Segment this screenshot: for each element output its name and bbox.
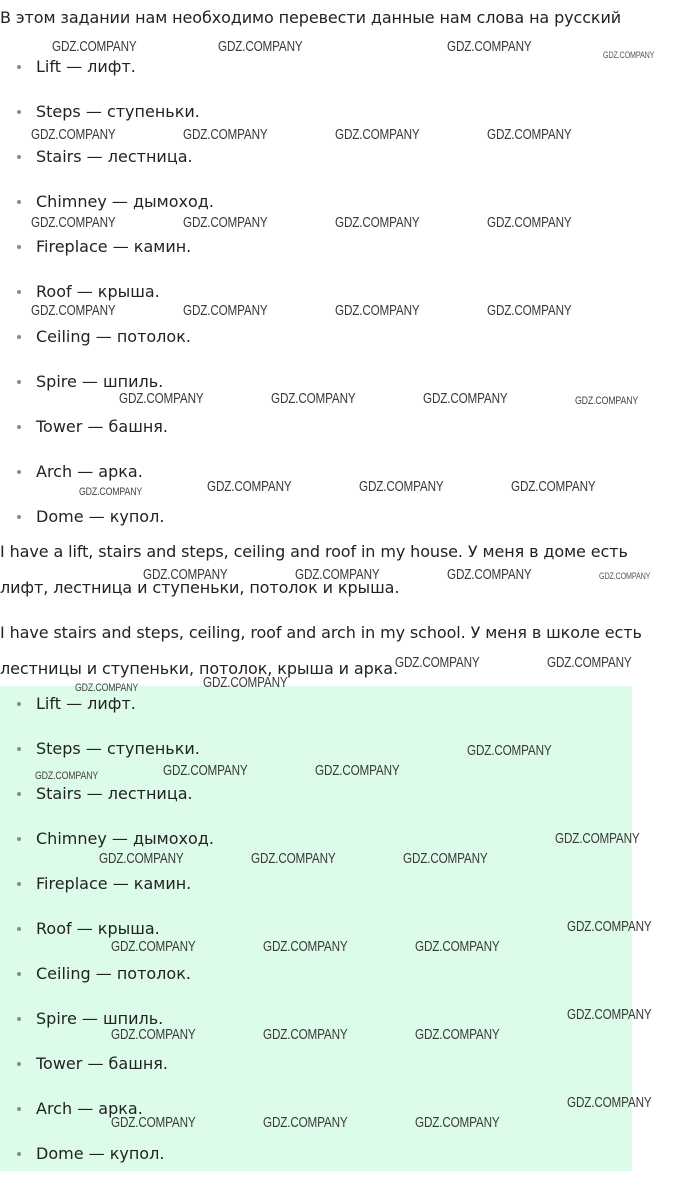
watermark: GDZ.COMPANY xyxy=(218,38,303,55)
watermark: GDZ.COMPANY xyxy=(395,654,480,671)
watermark: GDZ.COMPANY xyxy=(31,214,116,231)
bullet-icon xyxy=(17,1062,21,1066)
bullet-icon xyxy=(17,335,21,339)
list-item-text: Chimney — дымоход. xyxy=(36,829,214,848)
bullet-icon xyxy=(17,1017,21,1021)
watermark: GDZ.COMPANY xyxy=(599,571,651,581)
bullet-icon xyxy=(17,380,21,384)
watermark: GDZ.COMPANY xyxy=(547,654,632,671)
bullet-icon xyxy=(17,290,21,294)
watermark: GDZ.COMPANY xyxy=(79,486,143,498)
watermark: GDZ.COMPANY xyxy=(423,390,508,407)
bullet-icon xyxy=(17,792,21,796)
watermark: GDZ.COMPANY xyxy=(603,50,655,60)
list-item-text: Roof — крыша. xyxy=(36,282,160,301)
bullet-icon xyxy=(17,65,21,69)
watermark: GDZ.COMPANY xyxy=(487,302,572,319)
list-item-text: Tower — башня. xyxy=(36,1054,169,1073)
watermark: GDZ.COMPANY xyxy=(567,1006,652,1023)
bullet-icon xyxy=(17,515,21,519)
watermark: GDZ.COMPANY xyxy=(203,674,288,691)
list-item xyxy=(0,146,630,191)
bullet-icon xyxy=(17,110,21,114)
watermark: GDZ.COMPANY xyxy=(335,126,420,143)
bullet-icon xyxy=(17,927,21,931)
list-item xyxy=(0,56,630,101)
list-item-text: Spire — шпиль. xyxy=(36,372,164,391)
watermark: GDZ.COMPANY xyxy=(31,126,116,143)
list-item-text: Dome — купол. xyxy=(36,507,165,526)
watermark: GDZ.COMPANY xyxy=(567,1094,652,1111)
watermark: GDZ.COMPANY xyxy=(75,682,139,694)
watermark: GDZ.COMPANY xyxy=(359,478,444,495)
list-item-text: Lift — лифт. xyxy=(36,57,136,76)
list-item xyxy=(0,963,630,1008)
watermark: GDZ.COMPANY xyxy=(263,1114,348,1131)
bullet-icon xyxy=(17,837,21,841)
watermark: GDZ.COMPANY xyxy=(567,918,652,935)
watermark: GDZ.COMPANY xyxy=(487,214,572,231)
watermark: GDZ.COMPANY xyxy=(335,214,420,231)
bullet-icon xyxy=(17,245,21,249)
list-item-text: Fireplace — камин. xyxy=(36,874,192,893)
watermark: GDZ.COMPANY xyxy=(447,38,532,55)
watermark: GDZ.COMPANY xyxy=(415,938,500,955)
watermark: GDZ.COMPANY xyxy=(251,850,336,867)
list-item xyxy=(0,326,630,371)
watermark: GDZ.COMPANY xyxy=(99,850,184,867)
bullet-icon xyxy=(17,470,21,474)
watermark: GDZ.COMPANY xyxy=(207,478,292,495)
bullet-icon xyxy=(17,882,21,886)
list-item-text: Ceiling — потолок. xyxy=(36,327,191,346)
list-item-text: Chimney — дымоход. xyxy=(36,192,214,211)
list-item xyxy=(0,693,630,738)
bullet-icon xyxy=(17,747,21,751)
list-item-text: Lift — лифт. xyxy=(36,694,136,713)
list-item-text: Dome — купол. xyxy=(36,1144,165,1163)
watermark: GDZ.COMPANY xyxy=(143,566,228,583)
list-item xyxy=(0,416,630,461)
list-item xyxy=(0,1053,630,1098)
watermark: GDZ.COMPANY xyxy=(467,742,552,759)
bullet-icon xyxy=(17,155,21,159)
watermark: GDZ.COMPANY xyxy=(263,938,348,955)
watermark: GDZ.COMPANY xyxy=(555,830,640,847)
list-item-text: Steps — ступеньки. xyxy=(36,739,200,758)
bullet-icon xyxy=(17,200,21,204)
watermark: GDZ.COMPANY xyxy=(415,1026,500,1043)
watermark: GDZ.COMPANY xyxy=(335,302,420,319)
watermark: GDZ.COMPANY xyxy=(315,762,400,779)
watermark: GDZ.COMPANY xyxy=(183,214,268,231)
watermark: GDZ.COMPANY xyxy=(31,302,116,319)
list-item-text: Spire — шпиль. xyxy=(36,1009,164,1028)
list-item-text: Fireplace — камин. xyxy=(36,237,192,256)
watermark: GDZ.COMPANY xyxy=(447,566,532,583)
watermark: GDZ.COMPANY xyxy=(403,850,488,867)
watermark: GDZ.COMPANY xyxy=(487,126,572,143)
watermark: GDZ.COMPANY xyxy=(511,478,596,495)
intro-text: В этом задании нам необходимо перевести данные нам слова на русский xyxy=(0,8,622,27)
list-item xyxy=(0,783,630,828)
watermark: GDZ.COMPANY xyxy=(52,38,137,55)
list-item-text: Arch — арка. xyxy=(36,1099,143,1118)
sentence-school: I have stairs and steps, ceiling, roof and arch in my school. У меня в школе есть лестницы и ступеньки, потолок, крыша и арка. xyxy=(0,623,642,678)
watermark: GDZ.COMPANY xyxy=(295,566,380,583)
watermark: GDZ.COMPANY xyxy=(111,938,196,955)
bullet-icon xyxy=(17,1107,21,1111)
list-item-text: Stairs — лестница. xyxy=(36,784,193,803)
list-item xyxy=(0,1143,630,1188)
list-item-text: Arch — арка. xyxy=(36,462,143,481)
watermark: GDZ.COMPANY xyxy=(119,390,204,407)
watermark: GDZ.COMPANY xyxy=(111,1026,196,1043)
list-item-text: Ceiling — потолок. xyxy=(36,964,191,983)
watermark: GDZ.COMPANY xyxy=(415,1114,500,1131)
watermark: GDZ.COMPANY xyxy=(163,762,248,779)
bullet-icon xyxy=(17,425,21,429)
list-item-text: Roof — крыша. xyxy=(36,919,160,938)
watermark: GDZ.COMPANY xyxy=(575,395,639,407)
watermark: GDZ.COMPANY xyxy=(183,126,268,143)
list-item-text: Tower — башня. xyxy=(36,417,169,436)
watermark: GDZ.COMPANY xyxy=(111,1114,196,1131)
list-item xyxy=(0,873,630,918)
list-item-text: Steps — ступеньки. xyxy=(36,102,200,121)
bullet-icon xyxy=(17,702,21,706)
sentence-house: I have a lift, stairs and steps, ceiling and roof in my house. У меня в доме есть лифт, лестница и ступеньки, потолок и крыша. xyxy=(0,542,628,597)
watermark: GDZ.COMPANY xyxy=(35,770,99,782)
bullet-icon xyxy=(17,972,21,976)
watermark: GDZ.COMPANY xyxy=(271,390,356,407)
watermark: GDZ.COMPANY xyxy=(263,1026,348,1043)
bullet-icon xyxy=(17,1152,21,1156)
list-item xyxy=(0,236,630,281)
list-item-text: Stairs — лестница. xyxy=(36,147,193,166)
watermark: GDZ.COMPANY xyxy=(183,302,268,319)
